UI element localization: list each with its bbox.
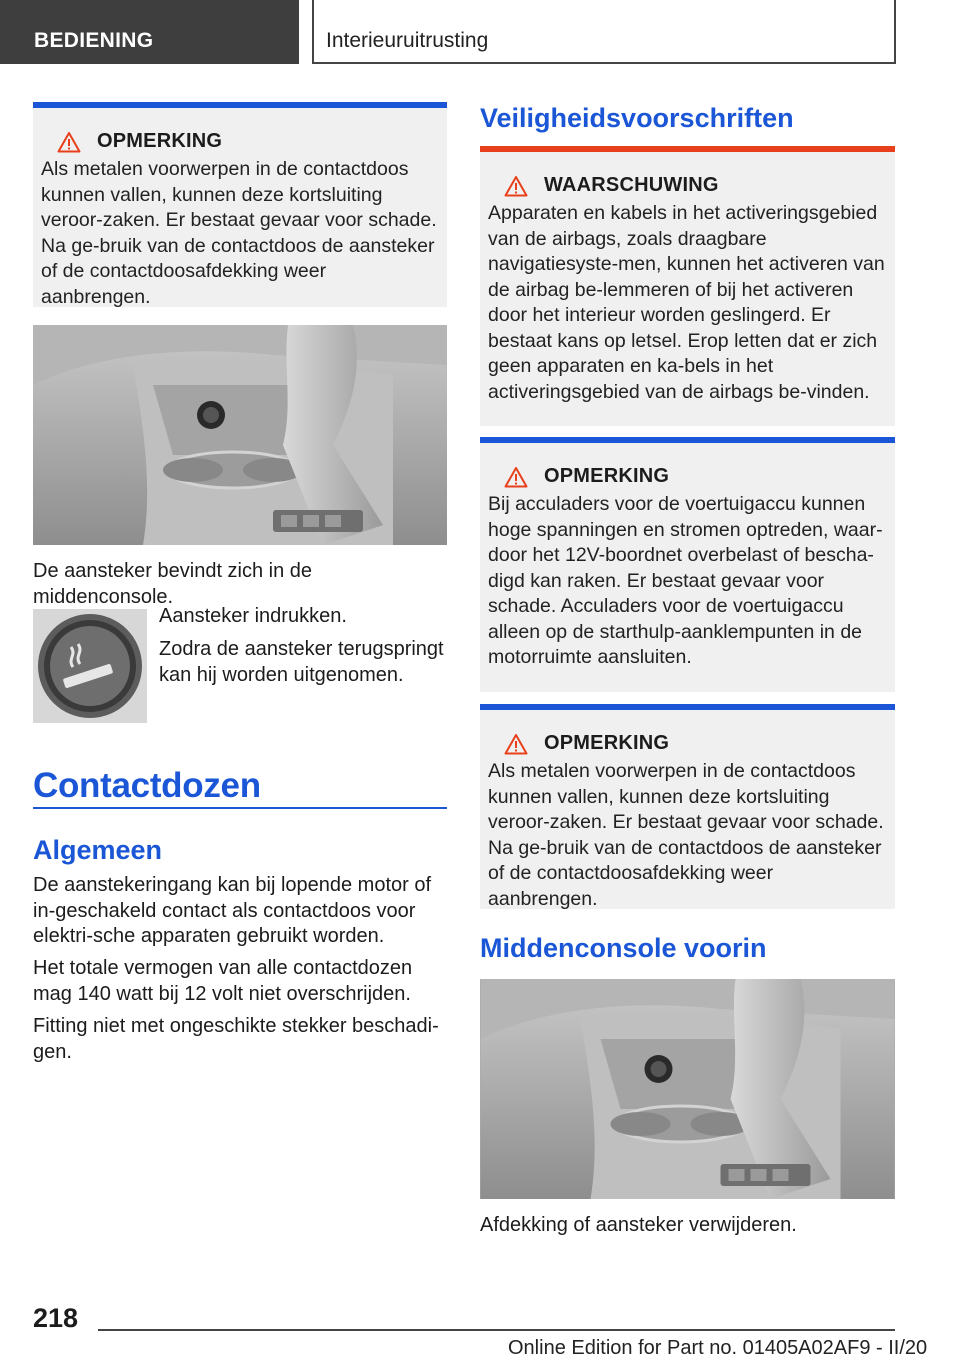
subheading-algemeen: Algemeen — [33, 835, 163, 865]
paragraph-3: Fitting niet met ongeschikte stekker beschadi-gen. — [33, 1015, 439, 1063]
console-photo-2 — [480, 979, 895, 1199]
note-title: OPMERKING — [97, 130, 223, 152]
footer-rule — [98, 1329, 895, 1331]
step-1: Aansteker indrukken. — [159, 605, 347, 627]
note-text: Als metalen voorwerpen in de contactdoos kunnen vallen, kunnen deze kortsluiting veroor-zaken. Er bestaat gevaar voor schade. Na ge-bruik van de contactdoos de aansteker of de contactdoosafdekking weer aanbrengen. — [488, 760, 884, 910]
header-chapter-tab — [312, 0, 896, 64]
section-heading-veiligheid: Veiligheidsvoorschriften — [480, 103, 794, 133]
warning-triangle-icon — [504, 175, 528, 197]
paragraph-2: Het totale vermogen van alle contactdozen mag 140 watt bij 12 volt niet overschrijden. — [33, 957, 413, 1005]
lighter-photo — [33, 609, 147, 723]
header-section-tab — [0, 0, 299, 64]
warning-triangle-icon — [57, 131, 81, 153]
note-text: Als metalen voorwerpen in de contactdoos kunnen vallen, kunnen deze kortsluiting veroor-zaken. Er bestaat gevaar voor schade. Na ge-bruik van de contactdoos de aansteker of de contactdoosafdekking weer aanbrengen. — [41, 158, 437, 308]
console-photo-1 — [33, 325, 447, 545]
header-section-label: BEDIENING — [34, 29, 154, 52]
heading-rule — [33, 807, 447, 809]
warning-triangle-icon — [504, 733, 528, 755]
note-box-3 — [480, 704, 895, 909]
section-heading-contactdozen: Contactdozen — [33, 766, 261, 805]
page-number: 218 — [33, 1303, 79, 1333]
photo-caption-1: De aansteker bevindt zich in de middenconsole. — [33, 560, 313, 608]
step-2: Zodra de aansteker terugspringt kan hij worden uitgenomen. — [159, 638, 444, 686]
note-title: OPMERKING — [544, 465, 670, 487]
warning-title: WAARSCHUWING — [544, 174, 719, 196]
warning-box — [480, 146, 895, 426]
note-title: OPMERKING — [544, 732, 670, 754]
photo-caption-2: Afdekking of aansteker verwijderen. — [480, 1214, 797, 1236]
paragraph-1: De aanstekeringang kan bij lopende motor of in-geschakeld contact als contactdoos voor elektri-sche apparaten gebruikt worden. — [33, 874, 432, 947]
header-chapter-label: Interieuruitrusting — [326, 29, 489, 52]
note-box-1 — [33, 102, 447, 307]
warning-triangle-icon — [504, 466, 528, 488]
footer-edition: Online Edition for Part no. 01405A02AF9 - II/20 — [508, 1337, 928, 1359]
subheading-middenconsole: Middenconsole voorin — [480, 933, 767, 963]
note-text: Bij acculaders voor de voertuigaccu kunnen hoge spanningen en stromen optreden, waar-door het 12V-boordnet overbelast of bescha-digd kan raken. Er bestaat gevaar voor schade. Acculaders voor de voertuigaccu alleen op de starthulp-aanklempunten in de motorruimte aansluiten. — [488, 493, 883, 668]
note-box-2 — [480, 437, 895, 692]
warning-text: Apparaten en kabels in het activeringsgebied van de airbags, zoals draagbare navigatiesyste-men, kunnen het activeren van de airbag be-lemmeren of bij het activeren door het interieur worden geslingerd. Er bestaat kans op letsel. Erop letten dat er zich geen apparaten en ka-bels in het activeringsgebied van de airbags be-vinden. — [488, 202, 885, 403]
